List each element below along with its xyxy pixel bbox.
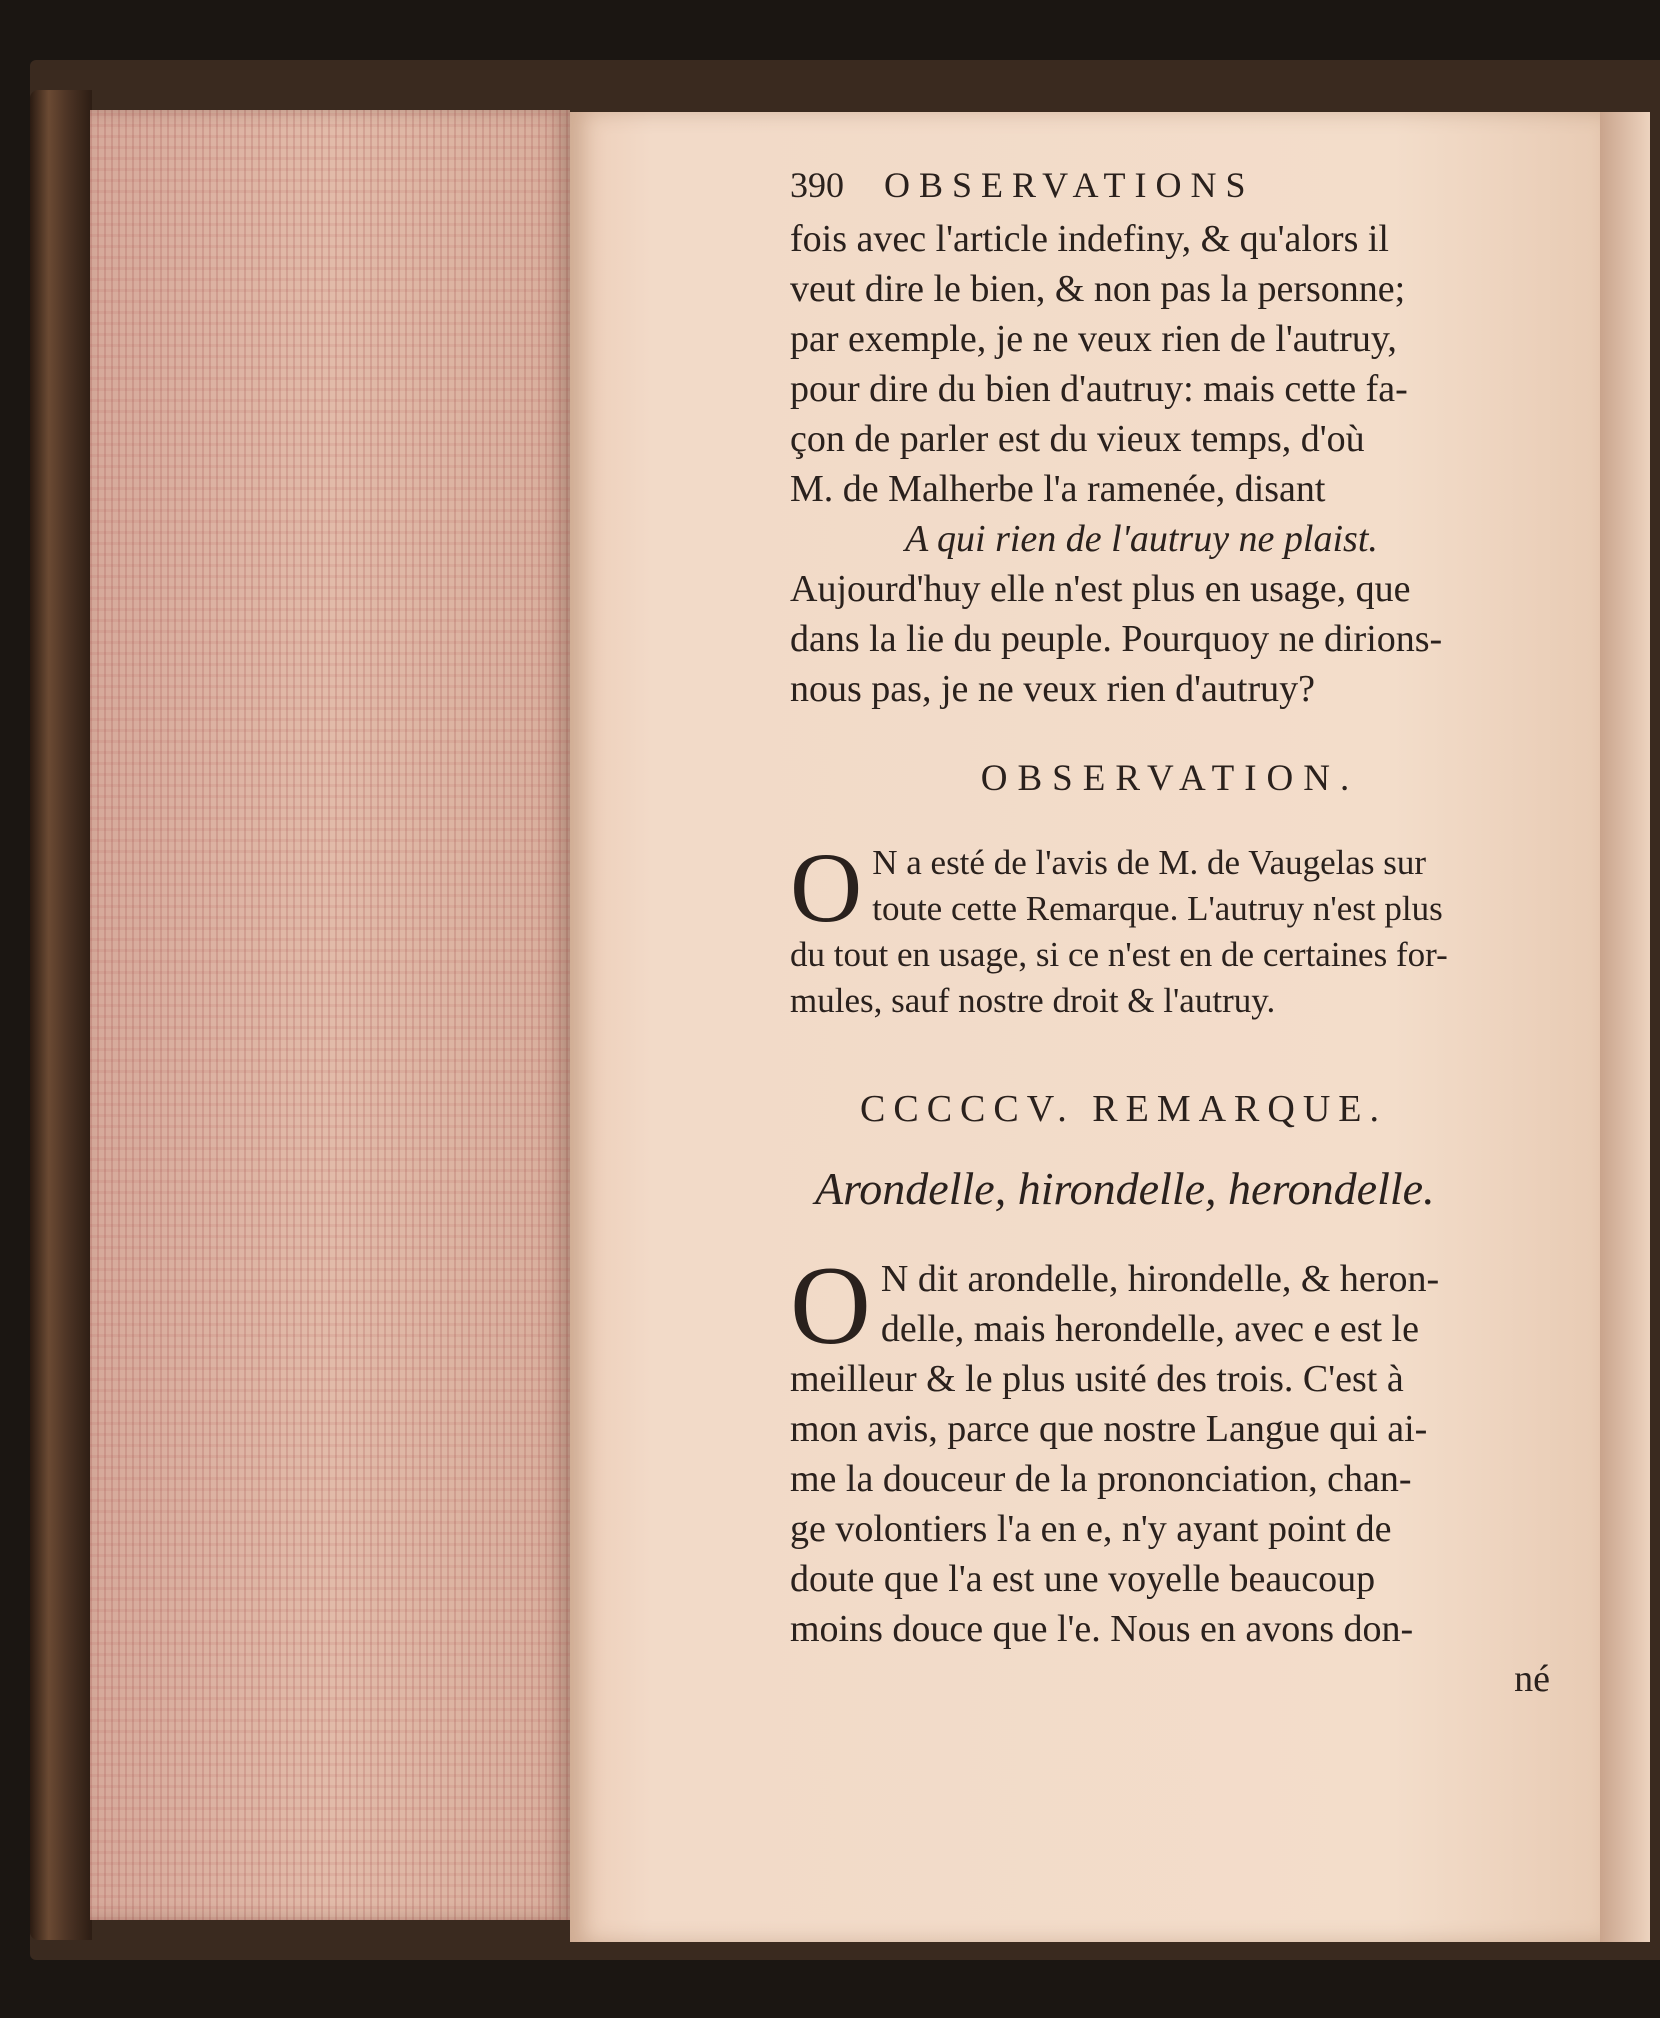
drop-cap: O [790, 832, 863, 943]
text-line: çon de parler est du vieux temps, d'où [790, 418, 1365, 460]
text-line: delle, mais herondelle, avec e est le [880, 1308, 1419, 1350]
text-line: toute cette Remarque. L'autruy n'est plus [872, 889, 1443, 928]
text-line: veut dire le bien, & non pas la personne; [790, 268, 1406, 310]
remark-continued [790, 214, 1550, 714]
remarque-paragraph [790, 1244, 1550, 1704]
text-line: ge volontiers l'a en e, n'y ayant point de [790, 1508, 1392, 1550]
text-line: moins douce que l'e. Nous en avons don- [790, 1608, 1414, 1650]
text-line: dans la lie du peuple. Pourquoy ne dirions- [790, 618, 1443, 660]
page-edges-stack [90, 110, 570, 1920]
text-line: pour dire du bien d'autruy: mais cette fa- [790, 368, 1408, 410]
text-line: mon avis, parce que nostre Langue qui ai- [790, 1408, 1428, 1450]
text-line: N a esté de l'avis de M. de Vaugelas sur [872, 843, 1427, 882]
page-text [790, 160, 1550, 1704]
book-spine [30, 90, 92, 1940]
text-line: N dit arondelle, hirondelle, & heron- [880, 1258, 1440, 1300]
observation-paragraph [790, 832, 1550, 1024]
text-line: nous pas, je ne veux rien d'autruy? [790, 668, 1315, 710]
page-number: 390 [790, 165, 844, 205]
remarque-heading: CCCCCV. REMARQUE. [860, 1088, 1388, 1130]
text-line: meilleur & le plus usité des trois. C'est à [790, 1358, 1404, 1400]
running-title: OBSERVATIONS [884, 165, 1255, 205]
text-line: mules, sauf nostre droit & l'autruy. [790, 981, 1276, 1020]
text-line: M. de Malherbe l'a ramenée, disant [790, 468, 1326, 510]
verse-quote: A qui rien de l'autruy ne plaist. [905, 518, 1378, 560]
text-line: doute que l'a est une voyelle beaucoup [790, 1558, 1376, 1600]
text-line: du tout en usage, si ce n'est en de certaines for- [790, 935, 1448, 974]
observation-heading: OBSERVATION. [980, 758, 1360, 799]
text-line: par exemple, je ne veux rien de l'autruy, [790, 318, 1397, 360]
text-line: fois avec l'article indefiny, & qu'alors il [790, 218, 1389, 260]
drop-cap: O [790, 1244, 871, 1368]
text-line: me la douceur de la prononciation, chan- [790, 1458, 1412, 1500]
catchword: né [1514, 1658, 1550, 1700]
text-line: Aujourd'huy elle n'est plus en usage, que [790, 568, 1411, 610]
facing-page-edge [1600, 112, 1650, 1942]
remarque-title: Arondelle, hirondelle, herondelle. [815, 1163, 1435, 1214]
running-head [790, 160, 1550, 210]
